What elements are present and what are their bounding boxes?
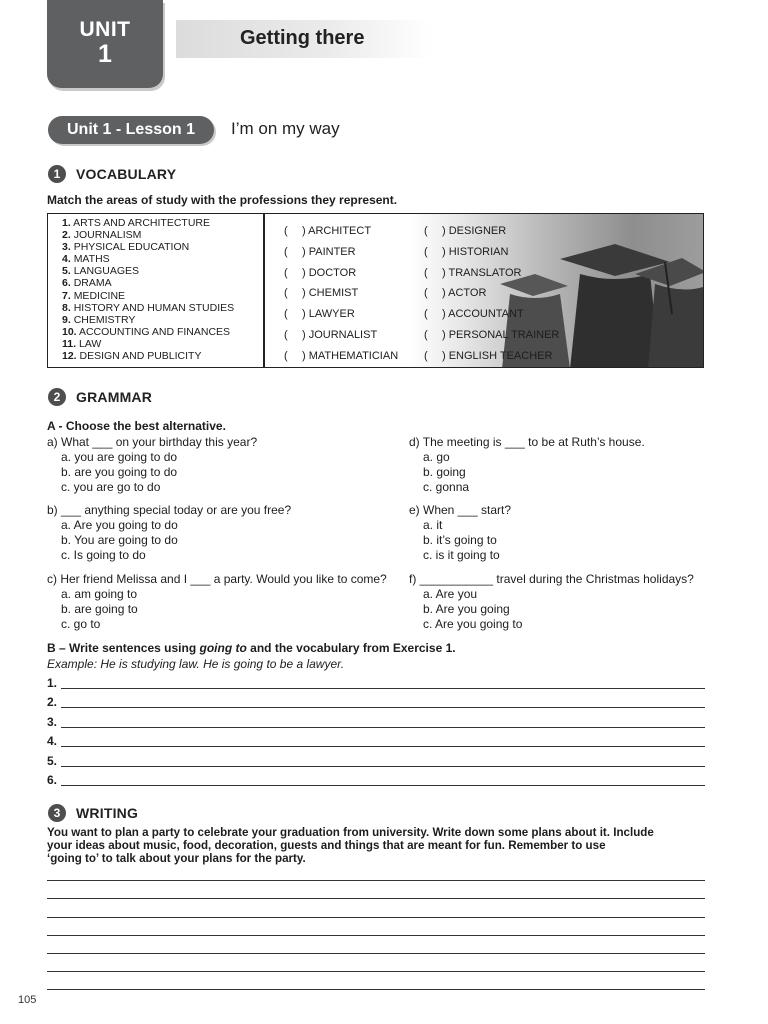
grammar-part-b-title: B – Write sentences using going to and the vocabulary from Exercise 1. (47, 641, 456, 655)
answer-option[interactable]: a. Are you going to do (61, 518, 178, 532)
area-item: 10. ACCOUNTING AND FINANCES (62, 325, 231, 338)
area-item: 8. HISTORY AND HUMAN STUDIES (62, 301, 235, 314)
profession-item[interactable]: ( ) CHEMIST (284, 287, 359, 299)
answer-option[interactable]: a. go (423, 450, 450, 464)
answer-option[interactable]: b. are going to (61, 602, 138, 616)
lesson-label: Unit 1 - Lesson 1 (48, 116, 214, 144)
writing-line[interactable] (47, 971, 705, 972)
profession-item[interactable]: ( ) PERSONAL TRAINER (424, 329, 560, 341)
answer-option[interactable]: c. is it going to (423, 548, 500, 562)
grammar-question: f) ___________ travel during the Christmas holidays? a. Are you b. Are you going c. Are you going to (409, 572, 694, 631)
answer-option[interactable]: a. Are you (423, 587, 478, 601)
vocabulary-instruction: Match the areas of study with the professions they represent. (47, 193, 398, 207)
grammar-example: Example: He is studying law. He is going to be a lawyer. (47, 657, 345, 671)
answer-option[interactable]: c. Are you going to (423, 617, 523, 631)
section-number-writing: 3 (48, 804, 66, 822)
answer-option[interactable]: b. are you going to do (61, 465, 178, 479)
answer-line-number: 4. (47, 734, 58, 748)
area-item: 3. PHYSICAL EDUCATION (62, 241, 190, 254)
writing-prompt: You want to plan a party to celebrate your graduation from university. Write down some plans about it. Include your ideas about music, food, decoration, guests and things that are meant for fun. Remember to use ‘going to’ to talk about your plans for the party. (47, 826, 654, 865)
answer-option[interactable]: c. you are go to do (61, 480, 161, 494)
profession-item[interactable]: ( ) ENGLISH TEACHER (424, 350, 553, 362)
answer-option[interactable]: a. am going to (61, 587, 138, 601)
profession-item[interactable]: ( ) TRANSLATOR (424, 267, 522, 279)
section-title-writing: WRITING (76, 805, 139, 821)
answer-line[interactable] (61, 688, 705, 689)
unit-number: 1 (98, 40, 112, 68)
answer-option[interactable]: c. go to (61, 617, 101, 631)
answer-line-number: 1. (47, 676, 58, 690)
profession-item[interactable]: ( ) PAINTER (284, 246, 356, 258)
answer-line[interactable] (61, 785, 705, 786)
answer-option[interactable]: b. it’s going to (423, 533, 497, 547)
grammar-question: d) The meeting is ___ to be at Ruth’s house. a. go b. going c. gonna (409, 435, 645, 494)
area-item: 1. ARTS AND ARCHITECTURE (62, 217, 211, 229)
section-title-grammar: GRAMMAR (76, 389, 153, 405)
answer-option[interactable]: b. going (423, 465, 466, 479)
answer-option[interactable]: c. gonna (423, 480, 470, 494)
writing-line[interactable] (47, 953, 705, 954)
area-item: 11. LAW (62, 337, 102, 350)
answer-line-number: 6. (47, 773, 58, 787)
profession-item[interactable]: ( ) DOCTOR (284, 267, 357, 279)
profession-item[interactable]: ( ) HISTORIAN (424, 246, 509, 258)
area-item: 12. DESIGN AND PUBLICITY (62, 350, 202, 363)
lesson-subtitle: I’m on my way (231, 119, 340, 138)
page-title: Getting there (240, 27, 365, 49)
grammar-question: a) What ___ on your birthday this year? a. you are going to do b. are you going to do c. you are go to do (47, 435, 258, 494)
section-title-vocabulary: VOCABULARY (76, 166, 177, 182)
area-item: 6. DRAMA (62, 277, 112, 290)
section-number-grammar: 2 (48, 388, 66, 406)
writing-line[interactable] (47, 989, 705, 990)
answer-line-number: 2. (47, 695, 58, 709)
writing-line[interactable] (47, 898, 705, 899)
writing-line[interactable] (47, 880, 705, 881)
answer-option[interactable]: c. Is going to do (61, 548, 146, 562)
profession-item[interactable]: ( ) ACTOR (424, 287, 487, 299)
profession-item[interactable]: ( ) LAWYER (284, 308, 355, 320)
profession-item[interactable]: ( ) DESIGNER (424, 225, 507, 237)
grammar-part-a-title: A - Choose the best alternative. (47, 419, 226, 433)
answer-option[interactable]: b. You are going to do (61, 533, 178, 547)
section-number-vocabulary: 1 (48, 165, 66, 183)
vocabulary-divider (263, 214, 265, 368)
grammar-question: e) When ___ start? a. it b. it’s going to c. is it going to (409, 503, 512, 562)
writing-line[interactable] (47, 917, 705, 918)
writing-line[interactable] (47, 935, 705, 936)
vocabulary-table (47, 213, 704, 368)
answer-line[interactable] (61, 727, 705, 728)
area-item: 9. CHEMISTRY (62, 313, 136, 326)
answer-option[interactable]: b. Are you going (423, 602, 510, 616)
answer-line[interactable] (61, 707, 705, 708)
grammar-question: c) Her friend Melissa and I ___ a party. Would you like to come? a. am going to b. are going to c. go to (47, 572, 387, 631)
unit-tab (47, 0, 163, 88)
grammar-question: b) ___ anything special today or are you free? a. Are you going to do b. You are going to do c. Is going to do (47, 503, 292, 562)
answer-option[interactable]: a. it (423, 518, 443, 532)
profession-item[interactable]: ( ) JOURNALIST (284, 329, 378, 341)
answer-line-number: 5. (47, 754, 58, 768)
area-item: 5. LANGUAGES (62, 265, 140, 278)
areas-list (62, 217, 234, 362)
area-item: 7. MEDICINE (62, 289, 126, 302)
unit-word: UNIT (79, 18, 131, 41)
answer-option[interactable]: a. you are going to do (61, 450, 178, 464)
profession-item[interactable]: ( ) ARCHITECT (284, 225, 372, 237)
area-item: 2. JOURNALISM (62, 229, 142, 242)
answer-line[interactable] (61, 746, 705, 747)
answer-line-number: 3. (47, 715, 58, 729)
profession-item[interactable]: ( ) MATHEMATICIAN (284, 350, 399, 362)
answer-line[interactable] (61, 766, 705, 767)
area-item: 4. MATHS (62, 253, 110, 266)
profession-item[interactable]: ( ) ACCOUNTANT (424, 308, 524, 320)
page-number: 105 (18, 994, 37, 1006)
